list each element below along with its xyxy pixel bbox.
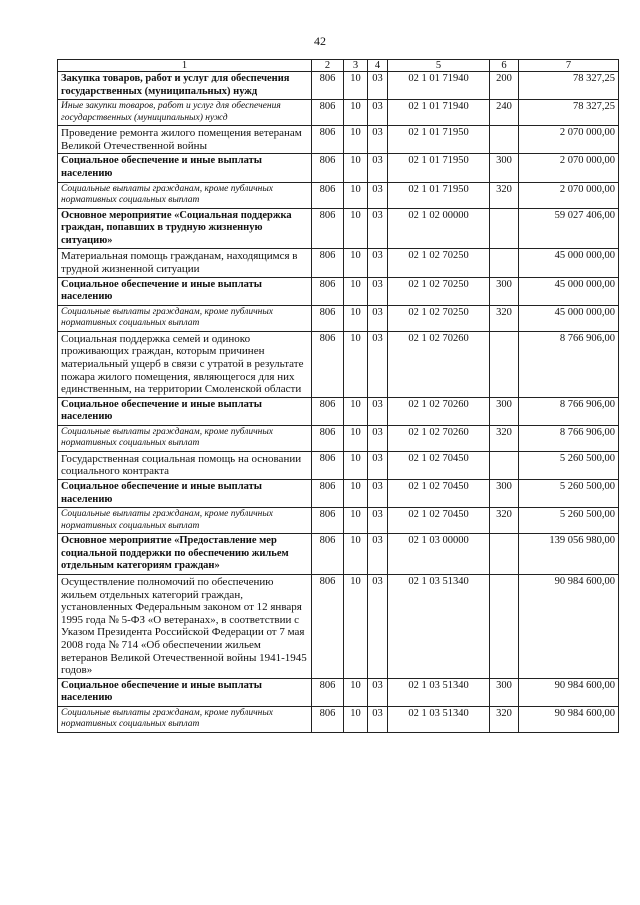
section-code-cell: 10: [344, 208, 368, 249]
amount-cell: 45 000 000,00: [519, 277, 619, 305]
section-code-cell: 10: [344, 72, 368, 100]
row-name-cell: Социальное обеспечение и иные выплаты населению: [58, 397, 312, 425]
amount-cell: 78 327,25: [519, 100, 619, 126]
row-name-cell: Социальная поддержка семей и одиноко проживающих граждан, которым причинен материальный ущерб в связи с утратой в результате пожара жилого помещения, являющегося для них единственным, на территории Смоленской области: [58, 331, 312, 397]
ministry-code-cell: 806: [312, 678, 344, 706]
expense-type-cell: 320: [490, 305, 519, 331]
section-code-cell: 10: [344, 451, 368, 479]
column-number-7: 7: [519, 60, 619, 72]
section-code-cell: 10: [344, 154, 368, 182]
expense-type-cell: [490, 534, 519, 575]
row-name-cell: Социальное обеспечение и иные выплаты населению: [58, 480, 312, 508]
table-row: [58, 277, 619, 305]
table-row: [58, 706, 619, 732]
table-row: [58, 678, 619, 706]
target-article-cell: 02 1 02 70450: [388, 508, 490, 534]
page-number: 42: [314, 34, 326, 48]
section-code-cell: 10: [344, 277, 368, 305]
section-code-cell: 10: [344, 706, 368, 732]
ministry-code-cell: 806: [312, 182, 344, 208]
ministry-code-cell: 806: [312, 208, 344, 249]
subsection-code-cell: 03: [368, 154, 388, 182]
target-article-cell: 02 1 02 70260: [388, 397, 490, 425]
expense-type-cell: 300: [490, 277, 519, 305]
section-code-cell: 10: [344, 678, 368, 706]
table-row: [58, 425, 619, 451]
subsection-code-cell: 03: [368, 508, 388, 534]
budget-table-body: [58, 60, 619, 733]
column-number-4: 4: [368, 60, 388, 72]
table-row: [58, 331, 619, 397]
table-row: [58, 72, 619, 100]
expense-type-cell: 240: [490, 100, 519, 126]
amount-cell: 2 070 000,00: [519, 154, 619, 182]
amount-cell: 8 766 906,00: [519, 425, 619, 451]
table-row: [58, 154, 619, 182]
subsection-code-cell: 03: [368, 277, 388, 305]
target-article-cell: 02 1 02 70260: [388, 331, 490, 397]
ministry-code-cell: 806: [312, 277, 344, 305]
row-name-cell: Проведение ремонта жилого помещения ветеранам Великой Отечественной войны: [58, 126, 312, 154]
target-article-cell: 02 1 01 71950: [388, 126, 490, 154]
row-name-cell: Социальное обеспечение и иные выплаты населению: [58, 678, 312, 706]
amount-cell: 5 260 500,00: [519, 480, 619, 508]
amount-cell: 78 327,25: [519, 72, 619, 100]
ministry-code-cell: 806: [312, 126, 344, 154]
column-number-6: 6: [490, 60, 519, 72]
expense-type-cell: [490, 331, 519, 397]
ministry-code-cell: 806: [312, 331, 344, 397]
column-number-3: 3: [344, 60, 368, 72]
ministry-code-cell: 806: [312, 249, 344, 277]
subsection-code-cell: 03: [368, 249, 388, 277]
section-code-cell: 10: [344, 100, 368, 126]
amount-cell: 8 766 906,00: [519, 331, 619, 397]
ministry-code-cell: 806: [312, 451, 344, 479]
ministry-code-cell: 806: [312, 154, 344, 182]
section-code-cell: 10: [344, 534, 368, 575]
target-article-cell: 02 1 02 70450: [388, 480, 490, 508]
section-code-cell: 10: [344, 126, 368, 154]
table-row: [58, 480, 619, 508]
row-name-cell: Основное мероприятие «Предоставление мер социальной поддержки по обеспечению жильем отдельным категориям граждан»: [58, 534, 312, 575]
subsection-code-cell: 03: [368, 425, 388, 451]
row-name-cell: Социальные выплаты гражданам, кроме публичных нормативных социальных выплат: [58, 182, 312, 208]
amount-cell: 139 056 980,00: [519, 534, 619, 575]
subsection-code-cell: 03: [368, 706, 388, 732]
amount-cell: 45 000 000,00: [519, 305, 619, 331]
row-name-cell: Материальная помощь гражданам, находящимся в трудной жизненной ситуации: [58, 249, 312, 277]
row-name-cell: Иные закупки товаров, работ и услуг для обеспечения государственных (муниципальных) нужд: [58, 100, 312, 126]
amount-cell: 45 000 000,00: [519, 249, 619, 277]
row-name-cell: Социальное обеспечение и иные выплаты населению: [58, 154, 312, 182]
subsection-code-cell: 03: [368, 305, 388, 331]
subsection-code-cell: 03: [368, 331, 388, 397]
table-row: [58, 208, 619, 249]
expense-type-cell: [490, 249, 519, 277]
column-number-5: 5: [388, 60, 490, 72]
table-row: [58, 397, 619, 425]
amount-cell: 5 260 500,00: [519, 508, 619, 534]
section-code-cell: 10: [344, 575, 368, 679]
subsection-code-cell: 03: [368, 100, 388, 126]
target-article-cell: 02 1 01 71950: [388, 154, 490, 182]
expense-type-cell: 320: [490, 706, 519, 732]
column-number-1: 1: [58, 60, 312, 72]
subsection-code-cell: 03: [368, 678, 388, 706]
table-row: [58, 182, 619, 208]
ministry-code-cell: 806: [312, 706, 344, 732]
subsection-code-cell: 03: [368, 126, 388, 154]
target-article-cell: 02 1 03 51340: [388, 678, 490, 706]
section-code-cell: 10: [344, 425, 368, 451]
expense-type-cell: 200: [490, 72, 519, 100]
subsection-code-cell: 03: [368, 182, 388, 208]
target-article-cell: 02 1 02 70250: [388, 277, 490, 305]
row-name-cell: Закупка товаров, работ и услуг для обеспечения государственных (муниципальных) нужд: [58, 72, 312, 100]
subsection-code-cell: 03: [368, 397, 388, 425]
expense-type-cell: 320: [490, 508, 519, 534]
row-name-cell: Социальные выплаты гражданам, кроме публичных нормативных социальных выплат: [58, 508, 312, 534]
expense-type-cell: 300: [490, 397, 519, 425]
expense-type-cell: 300: [490, 678, 519, 706]
expense-type-cell: 300: [490, 480, 519, 508]
subsection-code-cell: 03: [368, 72, 388, 100]
section-code-cell: 10: [344, 331, 368, 397]
table-row: [58, 100, 619, 126]
amount-cell: 59 027 406,00: [519, 208, 619, 249]
section-code-cell: 10: [344, 508, 368, 534]
subsection-code-cell: 03: [368, 480, 388, 508]
amount-cell: 2 070 000,00: [519, 182, 619, 208]
table-row: [58, 534, 619, 575]
table-row: [58, 575, 619, 679]
budget-table: [57, 59, 619, 733]
section-code-cell: 10: [344, 182, 368, 208]
expense-type-cell: [490, 575, 519, 679]
row-name-cell: Основное мероприятие «Социальная поддержка граждан, попавших в трудную жизненную ситуацию»: [58, 208, 312, 249]
subsection-code-cell: 03: [368, 208, 388, 249]
ministry-code-cell: 806: [312, 534, 344, 575]
expense-type-cell: [490, 451, 519, 479]
expense-type-cell: 320: [490, 425, 519, 451]
section-code-cell: 10: [344, 305, 368, 331]
target-article-cell: 02 1 01 71940: [388, 72, 490, 100]
ministry-code-cell: 806: [312, 508, 344, 534]
target-article-cell: 02 1 02 70250: [388, 305, 490, 331]
subsection-code-cell: 03: [368, 575, 388, 679]
target-article-cell: 02 1 02 70260: [388, 425, 490, 451]
row-name-cell: Социальное обеспечение и иные выплаты населению: [58, 277, 312, 305]
ministry-code-cell: 806: [312, 100, 344, 126]
ministry-code-cell: 806: [312, 72, 344, 100]
ministry-code-cell: 806: [312, 575, 344, 679]
ministry-code-cell: 806: [312, 305, 344, 331]
row-name-cell: Государственная социальная помощь на основании социального контракта: [58, 451, 312, 479]
amount-cell: 90 984 600,00: [519, 678, 619, 706]
row-name-cell: Социальные выплаты гражданам, кроме публичных нормативных социальных выплат: [58, 706, 312, 732]
expense-type-cell: 320: [490, 182, 519, 208]
ministry-code-cell: 806: [312, 480, 344, 508]
target-article-cell: 02 1 02 00000: [388, 208, 490, 249]
table-row: [58, 249, 619, 277]
row-name-cell: Социальные выплаты гражданам, кроме публичных нормативных социальных выплат: [58, 425, 312, 451]
row-name-cell: Осуществление полномочий по обеспечению жильем отдельных категорий граждан, установленных Федеральным законом от 12 января 1995 года № 5-ФЗ «О ветеранах», в соответствии с Указом Президента Российской Федерации от 7 мая 2008 года № 714 «Об обеспечении жильем ветеранов Великой Отечественной войны 1941-1945 годов»: [58, 575, 312, 679]
table-row: [58, 508, 619, 534]
target-article-cell: 02 1 03 00000: [388, 534, 490, 575]
target-article-cell: 02 1 01 71940: [388, 100, 490, 126]
expense-type-cell: [490, 126, 519, 154]
table-row: [58, 451, 619, 479]
section-code-cell: 10: [344, 480, 368, 508]
amount-cell: 2 070 000,00: [519, 126, 619, 154]
column-number-row: [58, 60, 619, 72]
expense-type-cell: [490, 208, 519, 249]
expense-type-cell: 300: [490, 154, 519, 182]
amount-cell: 90 984 600,00: [519, 706, 619, 732]
section-code-cell: 10: [344, 249, 368, 277]
target-article-cell: 02 1 02 70250: [388, 249, 490, 277]
subsection-code-cell: 03: [368, 534, 388, 575]
section-code-cell: 10: [344, 397, 368, 425]
amount-cell: 5 260 500,00: [519, 451, 619, 479]
subsection-code-cell: 03: [368, 451, 388, 479]
target-article-cell: 02 1 03 51340: [388, 706, 490, 732]
column-number-2: 2: [312, 60, 344, 72]
amount-cell: 90 984 600,00: [519, 575, 619, 679]
table-row: [58, 305, 619, 331]
target-article-cell: 02 1 01 71950: [388, 182, 490, 208]
row-name-cell: Социальные выплаты гражданам, кроме публичных нормативных социальных выплат: [58, 305, 312, 331]
ministry-code-cell: 806: [312, 397, 344, 425]
ministry-code-cell: 806: [312, 425, 344, 451]
target-article-cell: 02 1 02 70450: [388, 451, 490, 479]
table-row: [58, 126, 619, 154]
amount-cell: 8 766 906,00: [519, 397, 619, 425]
target-article-cell: 02 1 03 51340: [388, 575, 490, 679]
